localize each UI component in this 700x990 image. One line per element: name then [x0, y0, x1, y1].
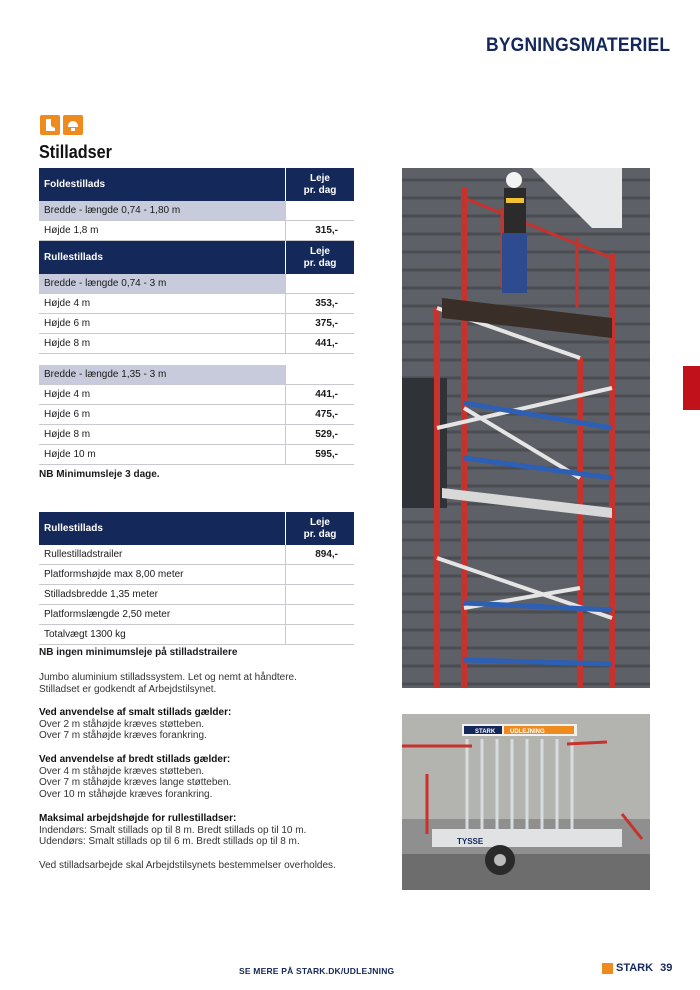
narrow-rules: Ved anvendelse af smalt stillads gælder: Over 2 m ståhøjde kræves støtteben. Over 7 m ståhøjde kræves forankring.	[39, 707, 232, 741]
boot-icon	[40, 115, 60, 135]
header-label: Rullestillads	[39, 512, 286, 545]
table-row: Platformshøjde max 8,00 meter	[39, 565, 354, 585]
table-header-rullestillads	[39, 512, 354, 545]
table-row: Højde 6 m 475,-	[39, 405, 354, 425]
description-block: Jumbo aluminium stilladssystem. Let og nemt at håndtere. Stilladset er godkendt af Arbejdstilsynet.	[39, 672, 297, 695]
table-gap	[39, 354, 354, 366]
table-row: Højde 4 m 441,-	[39, 385, 354, 405]
table-header-foldestillads	[39, 168, 354, 201]
header-label: Rullestillads	[39, 241, 286, 275]
section-header: BYGNINGSMATERIEL	[485, 35, 670, 56]
safety-icons	[40, 115, 83, 135]
stark-logo-icon	[602, 963, 613, 974]
trailer-photo	[402, 714, 650, 890]
page-number: 39	[660, 962, 673, 974]
trailer-note: NB ingen minimumsleje på stilladstrailere	[39, 647, 238, 658]
section-tab-marker	[683, 366, 700, 410]
regulation-note: Ved stilladsarbejde skal Arbejdstilsynets bestemmelser overholdes.	[39, 860, 336, 871]
table-row: Højde 8 m 441,-	[39, 334, 354, 354]
scaffold-photo	[402, 168, 650, 688]
page-title: Stilladser	[39, 142, 112, 162]
helmet-icon	[63, 115, 83, 135]
table-row: Stilladsbredde 1,35 meter	[39, 585, 354, 605]
table-row: Platformslængde 2,50 meter	[39, 605, 354, 625]
table-subheader: Bredde - længde 1,35 - 3 m	[39, 365, 354, 385]
trailer-side-brand: TYSSE	[457, 837, 484, 846]
price-table-trailer	[39, 512, 354, 645]
header-price: Leje pr. dag	[286, 241, 355, 275]
table-row: Højde 10 m 595,-	[39, 445, 354, 465]
table-header-rullestillads	[39, 241, 354, 275]
table-row: Højde 6 m 375,-	[39, 314, 354, 334]
table-row: Højde 4 m 353,-	[39, 294, 354, 314]
trailer-sign-label: UDLEJNING	[510, 729, 545, 735]
header-label: Foldestillads	[39, 168, 286, 201]
table-subheader: Bredde - længde 0,74 - 3 m	[39, 274, 354, 294]
table-row: Højde 1,8 m 315,-	[39, 221, 354, 241]
table-row: Rullestilladstrailer 894,-	[39, 545, 354, 565]
table-row: Højde 8 m 529,-	[39, 425, 354, 445]
max-height-rules: Maksimal arbejdshøjde for rullestilladser: Indendørs: Smalt stillads op til 8 m. Bredt stillads op til 10 m. Udendørs: Smalt stillads op til 6 m. Bredt stillads op til 8 m.	[39, 813, 307, 847]
minimum-rental-note: NB Minimumsleje 3 dage.	[39, 469, 160, 480]
trailer-sign-brand: STARK	[475, 729, 496, 735]
footer-brand: STARK 39	[602, 962, 672, 974]
footer-link[interactable]: SE MERE PÅ STARK.DK/UDLEJNING	[239, 966, 395, 976]
table-subheader: Bredde - længde 0,74 - 1,80 m	[39, 201, 354, 221]
price-table-scaffolds	[39, 168, 354, 465]
table-row: Totalvægt 1300 kg	[39, 625, 354, 645]
header-price: Leje pr. dag	[286, 168, 355, 201]
wide-rules: Ved anvendelse af bredt stillads gælder: Over 4 m ståhøjde kræves støtteben. Over 7 m ståhøjde kræves lange støtteben. Over 10 m ståhøjde kræves forankring.	[39, 754, 232, 800]
header-price: Leje pr. dag	[286, 512, 355, 545]
